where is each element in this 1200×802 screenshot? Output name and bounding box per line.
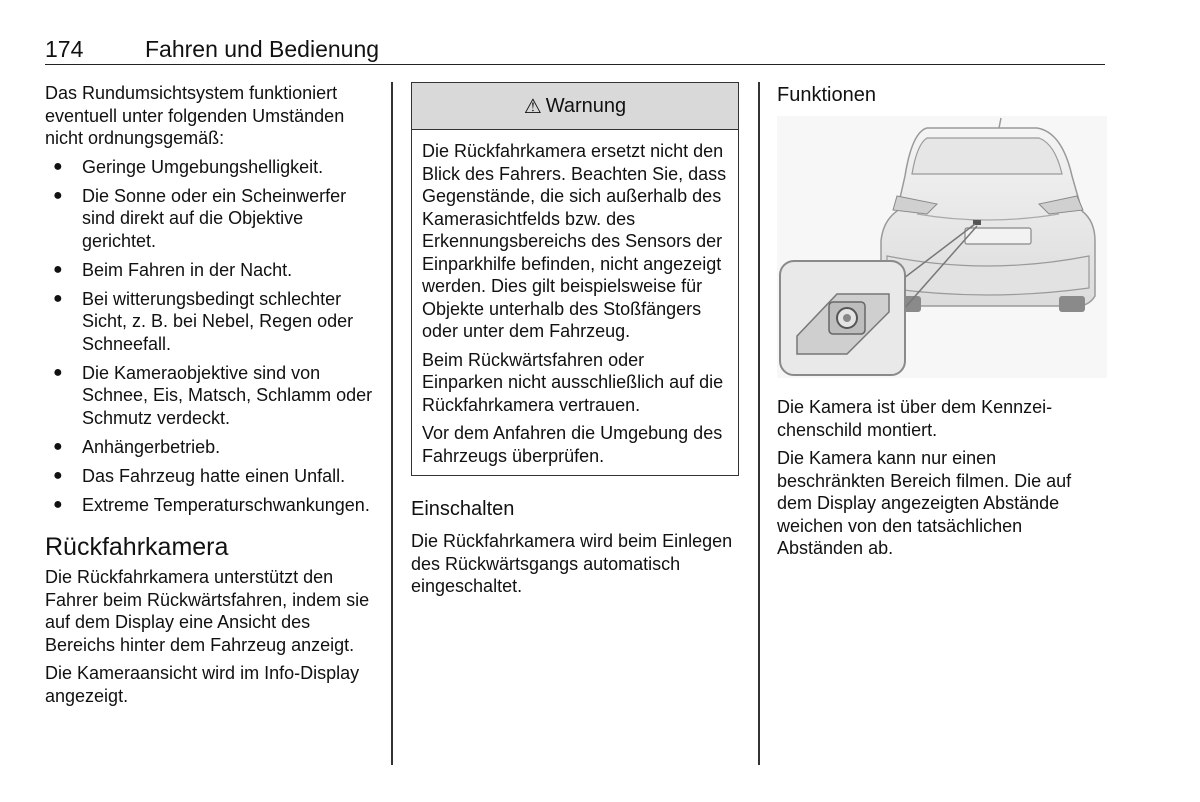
column-right — [777, 82, 1109, 560]
list-item-text: Die Sonne oder ein Scheinwerfer sind direkt auf die Objektive gerichtet. — [82, 185, 347, 251]
einschalten-paragraph: Die Rückfahrkamera wird beim Einlegen des Rückwärtsgangs automatisch eingeschaltet. — [411, 531, 733, 596]
bullet-icon: ● — [53, 186, 63, 204]
warning-paragraph: Beim Rückwärtsfahren oder Einparken nicht ausschließlich auf die Rückfahrkamera vertrauen. — [422, 349, 724, 415]
list-item-text: Geringe Umgebungshelligkeit. — [82, 156, 324, 177]
list-item — [45, 362, 375, 430]
warning-paragraph: Die Rückfahrkamera ersetzt nicht den Blick des Fahrers. Beachten Sie, dass Gegenstände, die sich außerhalb des Kamerasichtfelds bzw. des Erkennungsbereichs des Sensors der Einparkhilfe befinden, nicht angezeigt werden. Dies gilt beispielsweise für Objekte unterhalb des Stoßfängers oder unter dem Fahrzeug. — [422, 141, 727, 341]
list-item-text: Das Fahrzeug hatte einen Unfall. — [82, 465, 346, 486]
warning-body — [412, 130, 738, 475]
funktionen-paragraph: Die Kamera kann nur einen beschränkten Bereich filmen. Die auf dem Display angezeigten Abstände weichen von den tatsächlichen Abständen ab. — [777, 448, 1072, 558]
rear-camera-illustration — [777, 116, 1107, 378]
page-header — [45, 34, 1105, 65]
list-item — [45, 288, 375, 356]
bullet-icon: ● — [53, 437, 63, 455]
list-item-text: Beim Fahren in der Nacht. — [82, 259, 293, 280]
list-item — [45, 185, 375, 253]
list-item-text: Bei witterungsbedingt schlechter Sicht, z. B. bei Nebel, Regen oder Schneefall. — [82, 288, 354, 354]
bullet-icon: ● — [53, 466, 63, 484]
column-middle — [411, 82, 739, 598]
chapter-title: Fahren und Bedienung — [145, 36, 380, 62]
list-item — [45, 494, 375, 517]
section-heading-rueckfahrkamera: Rückfahrkamera — [45, 533, 229, 561]
bullet-icon: ● — [53, 157, 63, 175]
subsection-heading-einschalten: Einschalten — [411, 498, 515, 520]
section-paragraph: Die Rückfahrkamera unterstützt den Fahrer beim Rückwärtsfahren, indem sie auf dem Display eine Ansicht des Bereichs hinter dem Fahrzeug anzeigt. — [45, 567, 370, 655]
bullet-icon: ● — [53, 495, 63, 513]
column-divider — [758, 82, 760, 765]
page-number: 174 — [45, 36, 84, 62]
list-item — [45, 465, 375, 488]
intro-paragraph: Das Rundumsichtsystem funktioniert eventuell unter folgenden Umständen nicht ordnungsgemäß: — [45, 83, 345, 148]
warning-title: Warnung — [545, 94, 627, 117]
section-paragraph: Die Kameraansicht wird im Info-Display angezeigt. — [45, 663, 360, 706]
list-item-text: Anhängerbetrieb. — [82, 436, 221, 457]
list-item — [45, 259, 375, 282]
list-item — [45, 156, 375, 179]
list-item-text: Extreme Temperaturschwankungen. — [82, 494, 370, 515]
warning-paragraph: Vor dem Anfahren die Umgebung des Fahrzeugs überprüfen. — [422, 423, 723, 466]
bullet-icon: ● — [53, 260, 63, 278]
subsection-heading-funktionen: Funktionen — [777, 84, 876, 106]
car-rear-illustration — [777, 116, 1107, 378]
list-item — [45, 436, 375, 459]
condition-list — [45, 156, 375, 517]
warning-header — [412, 83, 738, 130]
warning-box — [411, 82, 739, 476]
column-left — [45, 82, 375, 707]
funktionen-paragraph: Die Kamera ist über dem Kennzeichenschild montiert. — [777, 397, 1053, 440]
warning-triangle-icon: ⚠ — [523, 95, 542, 118]
bullet-icon: ● — [53, 289, 63, 307]
column-divider — [391, 82, 393, 765]
list-item-text: Die Kameraobjektive sind von Schnee, Eis, Matsch, Schlamm oder Schmutz verdeckt. — [82, 362, 373, 428]
bullet-icon: ● — [53, 363, 63, 381]
